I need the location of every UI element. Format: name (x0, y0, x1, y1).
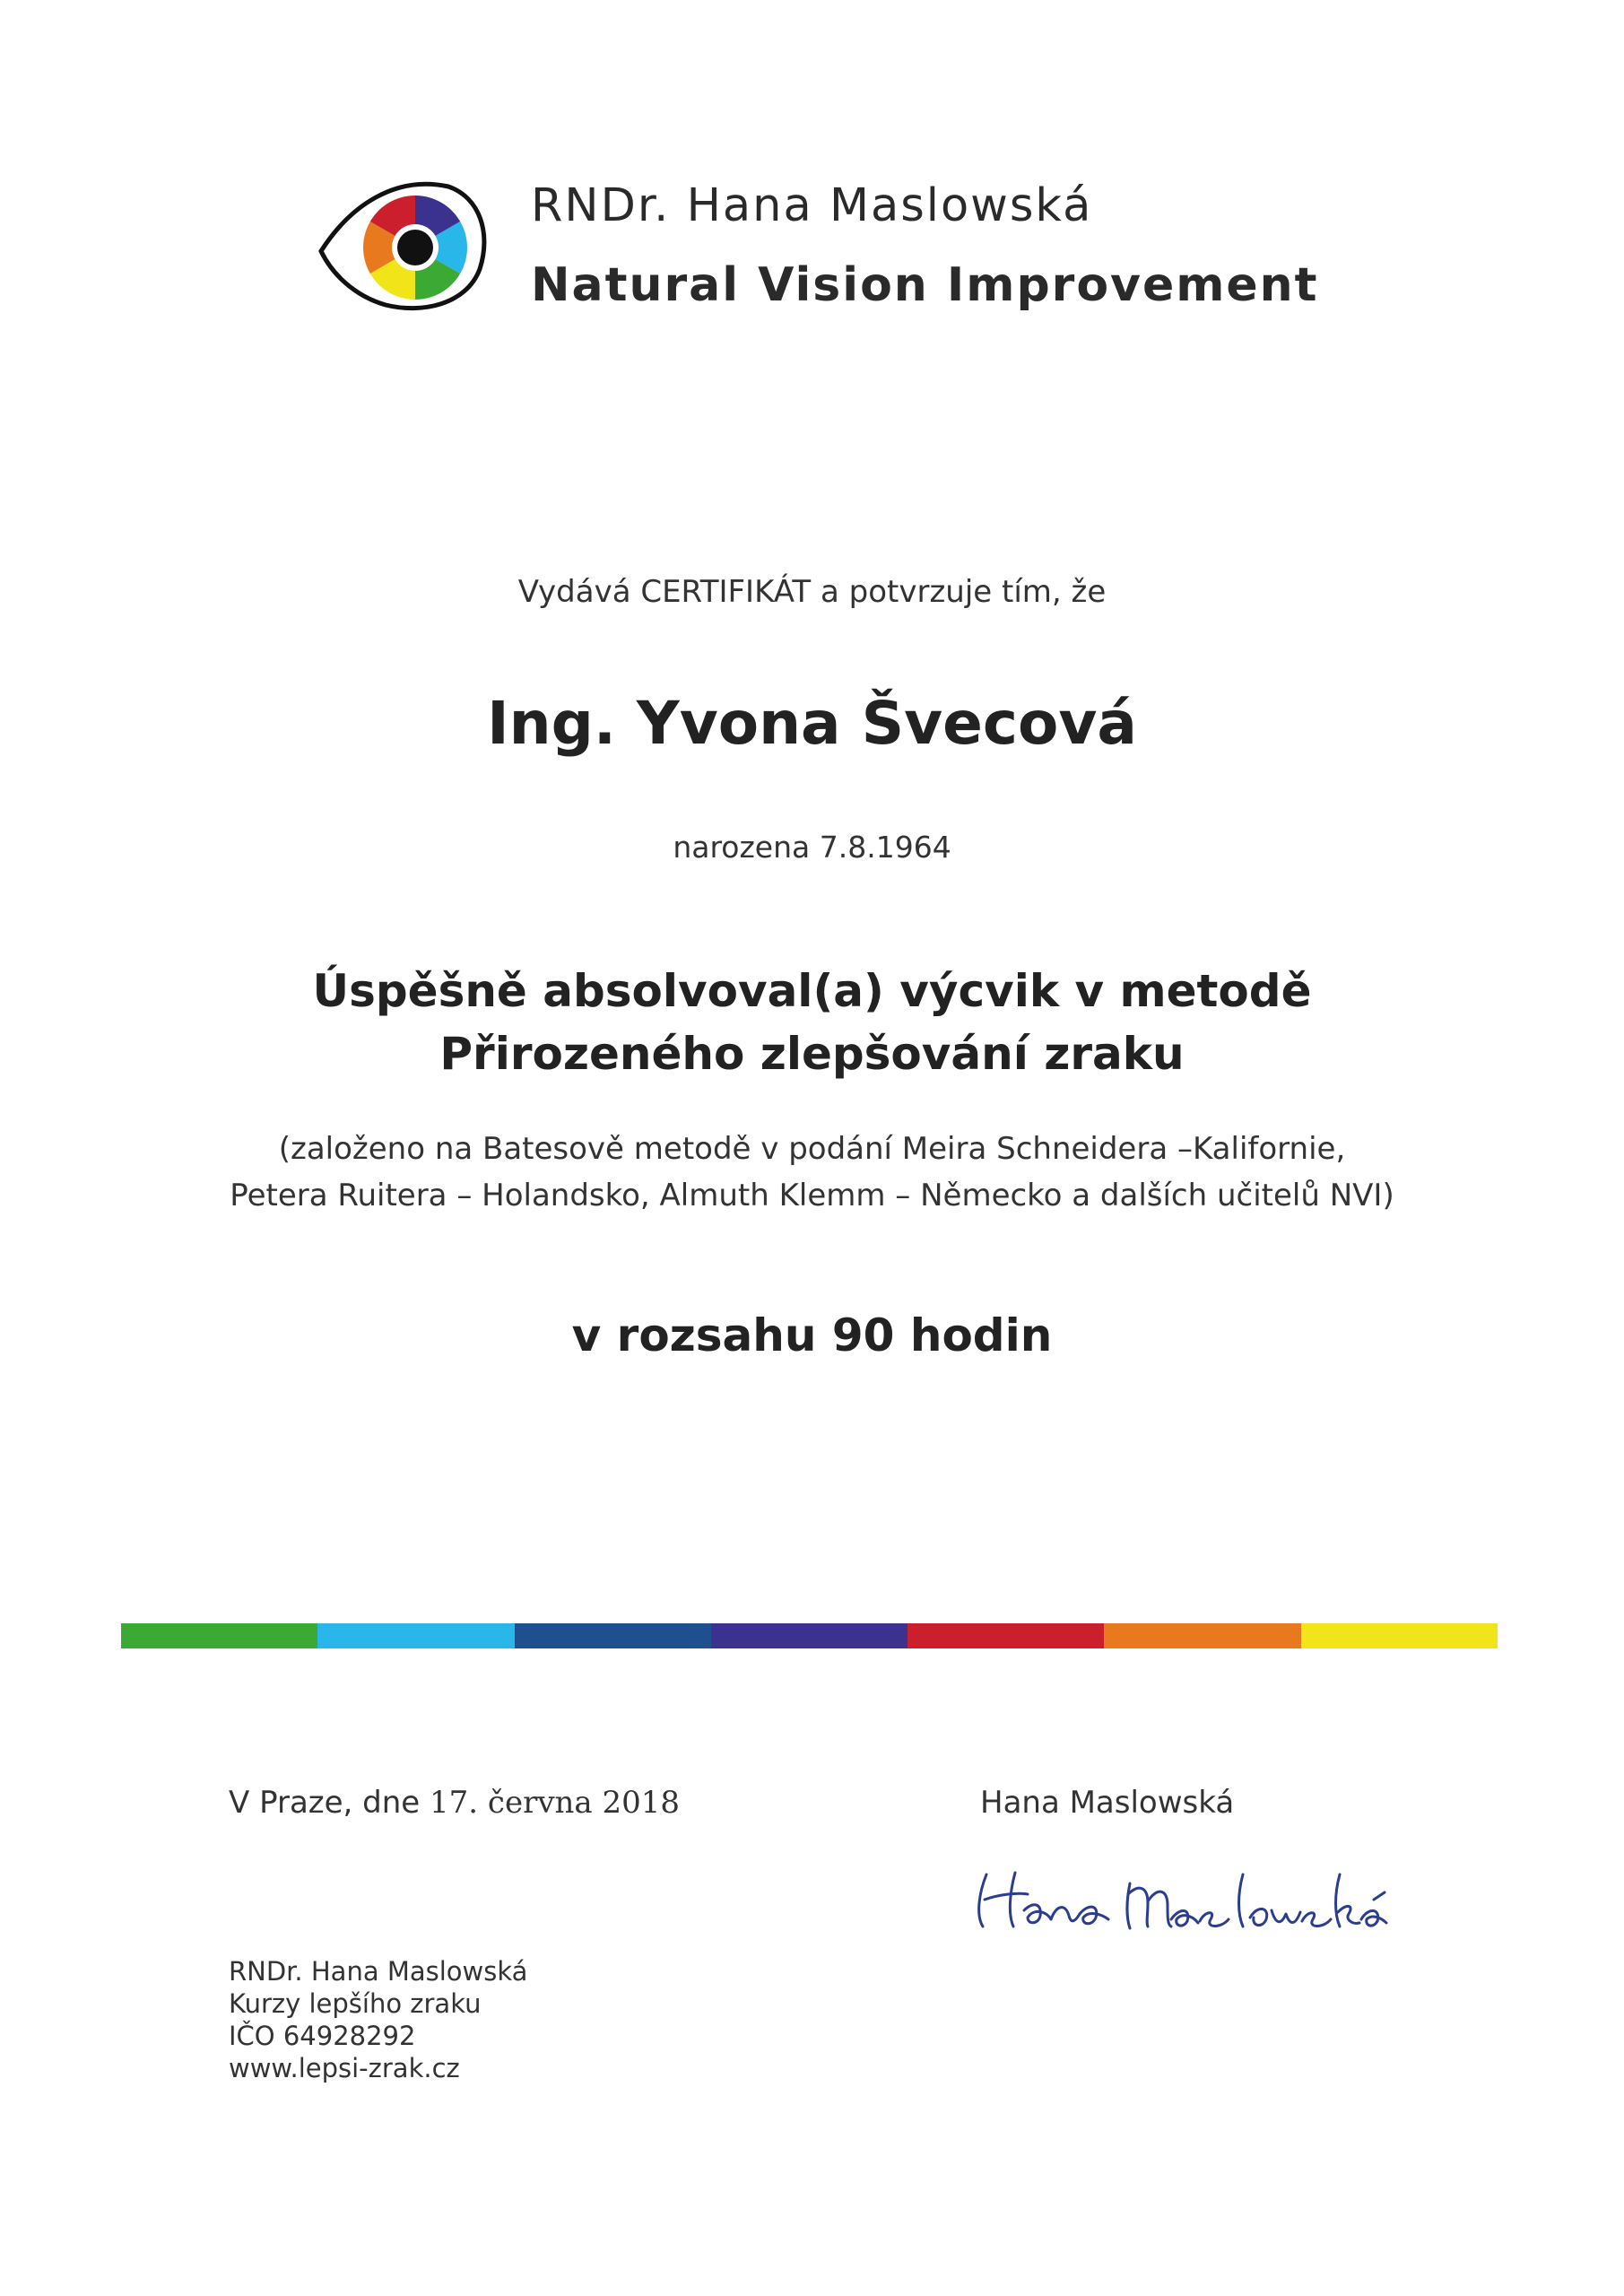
color-segment (1301, 1623, 1498, 1648)
place-and-date (229, 1785, 680, 1821)
color-segment (711, 1623, 908, 1648)
achievement-line-1: Úspěšně absolvoval(a) výcvik v metodě (312, 965, 1312, 1017)
color-segment (317, 1623, 514, 1648)
brand-name: RNDr. Hana Maslowská (531, 179, 1093, 232)
recipient-name: Ing. Yvona Švecová (487, 689, 1137, 758)
issuer-website: www.lepsi-zrak.cz (229, 2053, 460, 2083)
color-segment (1104, 1623, 1300, 1648)
handwritten-signature (968, 1848, 1399, 1946)
color-segment (515, 1623, 711, 1648)
certificate-intro: Vydává CERTIFIKÁT a potvrzuje tím, že (517, 574, 1107, 610)
brand-tagline: Natural Vision Improvement (531, 258, 1319, 312)
place-label: V Praze, dne (229, 1785, 421, 1821)
issue-date: 17. června 2018 (430, 1785, 681, 1821)
issuer-block (229, 1955, 527, 2084)
rainbow-eye-icon (314, 179, 493, 323)
rainbow-color-bar (121, 1623, 1498, 1648)
issuer-name: RNDr. Hana Maslowská (229, 1956, 528, 1987)
birth-date: narozena 7.8.1964 (673, 830, 951, 865)
method-basis (0, 1126, 1624, 1219)
achievement-line-2: Přirozeného zlepšování zraku (439, 1028, 1185, 1080)
basis-line-1: (založeno na Batesově metodě v podání Meira Schneidera –Kalifornie, (278, 1131, 1346, 1167)
signer-name: Hana Maslowská (980, 1785, 1235, 1821)
course-scope: v rozsahu 90 hodin (571, 1309, 1053, 1361)
color-segment (908, 1623, 1104, 1648)
basis-line-2: Petera Ruitera – Holandsko, Almuth Klemm – Německo a dalších učitelů NVI) (230, 1178, 1394, 1213)
color-segment (121, 1623, 317, 1648)
issuer-company: Kurzy lepšího zraku (229, 1988, 482, 2019)
achievement-statement (0, 960, 1624, 1085)
issuer-ico: IČO 64928292 (229, 2021, 416, 2051)
